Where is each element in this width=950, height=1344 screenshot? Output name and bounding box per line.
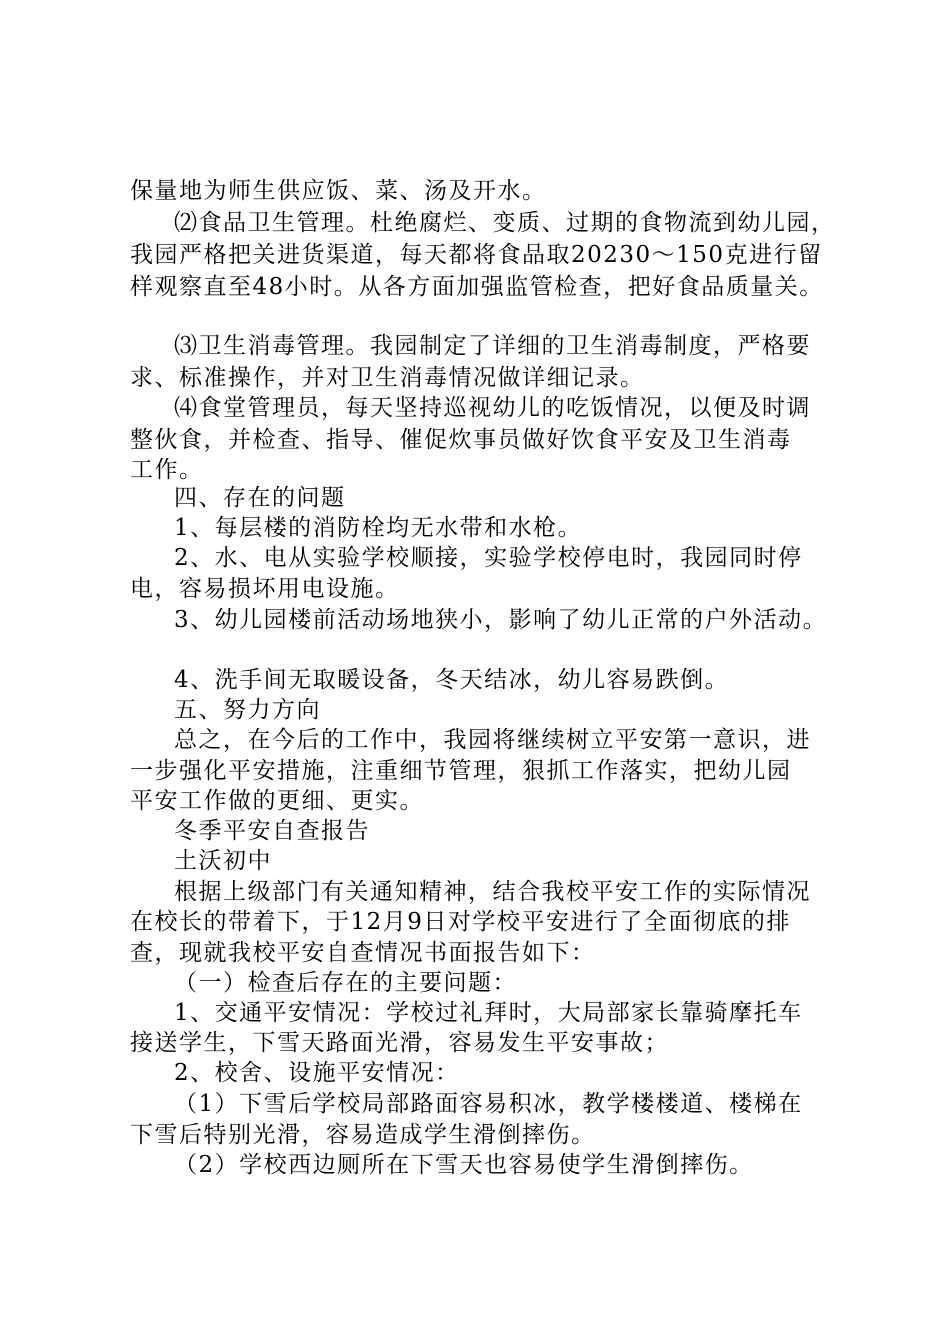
text-line: ⑷食堂管理员，每天坚持巡视幼儿的吃饭情况，以便及时调 <box>174 395 811 421</box>
text-line: （1）下雪后学校局部路面容易积冰，教学楼楼道、楼梯在 <box>174 1091 803 1117</box>
text-line: 2、校舍、设施平安情况： <box>174 1060 460 1086</box>
text-line: 4、洗手间无取暖设备，冬天结冰，幼儿容易跌倒。 <box>174 667 730 693</box>
text-line: 电，容易损坏用电设施。 <box>130 576 400 602</box>
text-line: 保量地为师生供应饭、菜、汤及开水。 <box>130 178 547 204</box>
text-line: 2、水、电从实验学校顺接，实验学校停电时，我园同时停 <box>174 545 803 571</box>
section-heading: （一）检查后存在的主要问题： <box>174 970 517 996</box>
section-heading: 四、存在的问题 <box>174 485 346 511</box>
text-line: 求、标准操作，并对卫生消毒情况做详细记录。 <box>130 365 645 391</box>
section-heading: 五、努力方向 <box>174 697 321 723</box>
text-line: 在校长的带着下，于12月9日对学校平安进行了全面彻底的排 <box>130 909 791 935</box>
text-line: 平安工作做的更细、更实。 <box>130 788 424 814</box>
text-line: 我园严格把关进货渠道，每天都将食品取20230～150克进行留 <box>130 242 823 268</box>
text-line: 总之，在今后的工作中，我园将继续树立平安第一意识，进 <box>174 727 811 753</box>
text-line: 工作。 <box>130 457 204 483</box>
text-line: 下雪后特别光滑，容易造成学生滑倒摔伤。 <box>130 1122 596 1148</box>
text-line: 1、每层楼的消防栓均无水带和水枪。 <box>174 515 583 541</box>
text-line: 整伙食，并检查、指导、催促炊事员做好饮食平安及卫生消毒 <box>130 427 792 453</box>
text-line: ⑵食品卫生管理。杜绝腐烂、变质、过期的食物流到幼儿园， <box>174 210 836 236</box>
report-title: 冬季平安自查报告 <box>174 818 370 844</box>
text-line: 样观察直至48小时。从各方面加强监管检查，把好食品质量关。 <box>130 274 824 300</box>
text-line: 一步强化平安措施，注重细节管理，狠抓工作落实，把幼儿园 <box>130 758 792 784</box>
text-line: 根据上级部门有关通知精神，结合我校平安工作的实际情况 <box>174 879 811 905</box>
school-name: 土沃初中 <box>174 848 272 874</box>
text-line: （2）学校西边厕所在下雪天也容易使学生滑倒摔伤。 <box>174 1152 754 1178</box>
text-line: 查，现就我校平安自查情况书面报告如下： <box>130 940 596 966</box>
text-line: 1、交通平安情况：学校过礼拜时，大局部家长靠骑摩托车 <box>174 1000 803 1026</box>
text-line: 接送学生，下雪天路面光滑，容易发生平安事故； <box>130 1030 669 1056</box>
text-line: ⑶卫生消毒管理。我园制定了详细的卫生消毒制度，严格要 <box>174 333 811 359</box>
text-line: 3、幼儿园楼前活动场地狭小，影响了幼儿正常的户外活动。 <box>174 607 828 633</box>
